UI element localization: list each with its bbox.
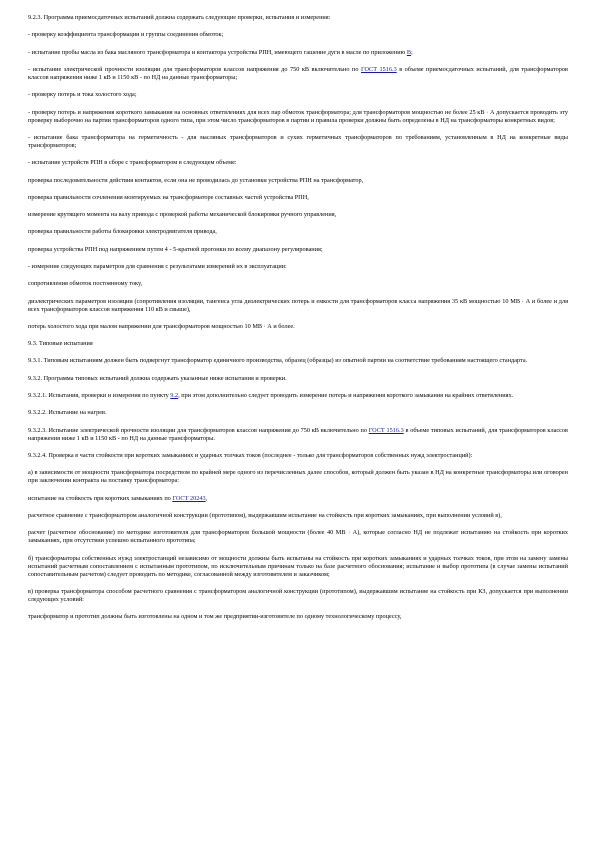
paragraph-text: сопротивления обмоток постоянному току, [28, 280, 143, 288]
paragraph [28, 495, 568, 503]
paragraph-text: диэлектрических параметров изоляции (сопротивления изоляции, тангенса угла диэлектрических потерь и емкости для трансформаторов класса напряжения 35 кВ мощностью 10 МВ · А и более и для всех трансформаторов классов напряжения 110 кВ и свыше), [28, 297, 568, 313]
paragraph [28, 66, 568, 82]
paragraph-text: 9.3.2.4. Проверка в части стойкости при коротких замыканиях и ударных толчках токов (последнее - только для трансформаторов собственных нужд электростанций): [28, 451, 473, 459]
paragraph-text: 9.2.3. Программа приемосдаточных испытаний должна содержать следующие проверки, испытания и измерения: [28, 14, 331, 21]
paragraph-text: - проверку потерь и напряжения короткого замыкания на основных ответвлениях для всех пар обмоток трансформатора; для трансформаторов мощностью не более 25 кВ · А допускается проводить эту проверку выборочно на партии трансформаторов одного типа, при этом число трансформаторов в партии и правила проверки должны быть определены в НД на трансформаторы конкретных видов; [28, 108, 568, 124]
paragraph [28, 452, 568, 460]
paragraph-text: ; [411, 48, 413, 56]
paragraph-text: измерение крутящего момента на валу привода с проверкой работы механической блокировки ручного управления, [28, 211, 337, 219]
paragraph-text: 9.3.2.3. Испытание электрической прочности изоляции для трансформаторов классов напряжения до 750 кВ включительно по [28, 426, 369, 434]
paragraph [28, 91, 568, 99]
paragraph [28, 392, 568, 400]
reference-link[interactable]: В [406, 48, 411, 56]
paragraph-text: , при этом дополнительно следует проводить измерение потерь и напряжения короткого замыкания на крайних ответвлениях. [178, 392, 514, 399]
paragraph [28, 323, 568, 331]
reference-link[interactable]: ГОСТ 1516.3 [361, 65, 397, 73]
paragraph-text: 9.3.2.2. Испытание на нагрев. [28, 409, 107, 417]
paragraph-text: б) трансформаторы собственных нужд электростанций независимо от мощности должны быть испытаны на стойкость при коротких замыканиях и ударных толчках токов, при этом на замену замены испытаний расчетным сопоставлением с испытанным прототипом, по исключительным причинам только на базе расчетного обоснования; испытание и выбор прототипа (в случае замены испытаний сопоставительным расчетом) следует проводить по методике, согласованной между изготовителем и заказчиком; [28, 554, 568, 578]
paragraph [28, 109, 568, 125]
paragraph [28, 49, 568, 57]
paragraph-text: трансформатор и прототип должны быть изготовлены на одном и том же предприятии-изготовителе по одному технологическому процессу, [28, 613, 402, 621]
paragraph-text: - испытание бака трансформатора на герметичность - для масляных трансформаторов и сухих герметичных трансформаторов по требованиям, установленным в НД на конкретные виды трансформаторов; [28, 133, 568, 149]
paragraph-text: - проверку коэффициента трансформации и группы соединения обмоток; [28, 31, 224, 39]
paragraph [28, 14, 568, 22]
paragraph-text: - проверку потерь и тока холостого хода; [28, 91, 137, 99]
paragraph-text: расчетное сравнение с трансформатором аналогичной конструкции (прототипом), выдержавшим испытание на стойкость при коротких замыканиях, при выполнении условий в), [28, 511, 502, 519]
paragraph [28, 357, 568, 365]
paragraph [28, 263, 568, 271]
paragraph [28, 159, 568, 167]
paragraph [28, 469, 568, 485]
paragraph [28, 427, 568, 443]
paragraph [28, 211, 568, 219]
paragraph [28, 246, 568, 254]
reference-link[interactable]: ГОСТ 20243 [172, 494, 206, 502]
reference-link[interactable]: ГОСТ 1516.3 [368, 426, 404, 434]
paragraph-text: в объеме типовых испытаний, для трансформаторов классов напряжения ниже 1 кВ и 1150 кВ - по НД на данные трансформаторы. [28, 426, 568, 442]
paragraph-text: 9.3. Типовые испытания [28, 340, 93, 348]
paragraph-text: проверка устройства РПН под напряжением путем 4 - 5-кратной прогонки по всему диапазону регулирования; [28, 245, 323, 253]
paragraph [28, 375, 568, 383]
paragraph-text: - испытание пробы масла из бака масляного трансформатора и контактора устройства РПН, имеющего гашение дуги в масле по приложению [28, 48, 407, 56]
paragraph-text: расчет (расчетное обоснование) по методике изготовителя для трансформаторов большой мощности (более 40 МВ · А), которые согласно НД не подлежат испытанию на стойкость при коротких замыканиях, при отсутствии успешно испытанного прототипа; [28, 529, 568, 545]
paragraph-text: а) в зависимости от мощности трансформатора посредством по крайней мере одного из перечисленных далее способов, который должен быть указан в НД на конкретные трансформаторы или оговорен при заключении контракта на поставку трансформатора: [28, 469, 568, 485]
paragraph [28, 194, 568, 202]
paragraph [28, 529, 568, 545]
paragraph-text: потерь холостого хода при малом напряжении для трансформаторов мощностью 10 МВ · А и более. [28, 322, 295, 330]
paragraph [28, 409, 568, 417]
paragraph-text: 9.3.1. Типовым испытаниям должен быть подвергнут трансформатор единичного производства, образец (образцы) из опытной партии на соответствие требованиям настоящего стандарта. [28, 357, 528, 365]
paragraph [28, 177, 568, 185]
paragraph [28, 512, 568, 520]
paragraph [28, 31, 568, 39]
paragraph-text: 9.3.2.1. Испытания, проверки и измерения по пункту [28, 392, 171, 399]
paragraph-text: в объеме приемосдаточных испытаний, для трансформаторов классов напряжения ниже 1 кВ и 1150 кВ - по НД на данные трансформаторы; [28, 65, 568, 81]
paragraph-text: проверка последовательности действия контактов, если она не проводилась до установки устройства РПН на трансформатор, [28, 176, 364, 184]
paragraph [28, 555, 568, 579]
paragraph [28, 280, 568, 288]
paragraph [28, 298, 568, 314]
reference-link[interactable]: 9.2 [170, 392, 179, 399]
document-page [28, 14, 568, 631]
paragraph [28, 134, 568, 150]
paragraph-text: в) проверка трансформатора способом расчетного сравнения с трансформатором аналогичной конструкции (прототипом), выдержавшим испытание на стойкость при КЗ, допускается при выполнении следующих условий: [28, 588, 568, 604]
paragraph-text: - испытание устройств РПН в сборе с трансформатором в следующем объеме: [28, 159, 237, 167]
paragraph-text: , [205, 494, 208, 502]
paragraph-text: проверка правильности работы блокировки электродвигателя привода, [28, 228, 217, 236]
paragraph [28, 613, 568, 621]
paragraph-text: проверка правильности сочленения монтируемых на трансформаторе составных частей устройства РПН, [28, 193, 309, 201]
paragraph [28, 588, 568, 604]
section-heading [28, 340, 568, 348]
paragraph-text: 9.3.2. Программа типовых испытаний должна содержать указанные ниже испытания и проверки. [28, 374, 287, 382]
paragraph [28, 228, 568, 236]
paragraph-text: - испытание электрической прочности изоляции для трансформаторов классов напряжения до 750 кВ включительно по [28, 65, 361, 73]
paragraph-text: испытание на стойкость при коротких замыканиях по [28, 494, 173, 502]
paragraph-text: - измерение следующих параметров для сравнения с результатами измерений их в эксплуатации: [28, 262, 287, 270]
